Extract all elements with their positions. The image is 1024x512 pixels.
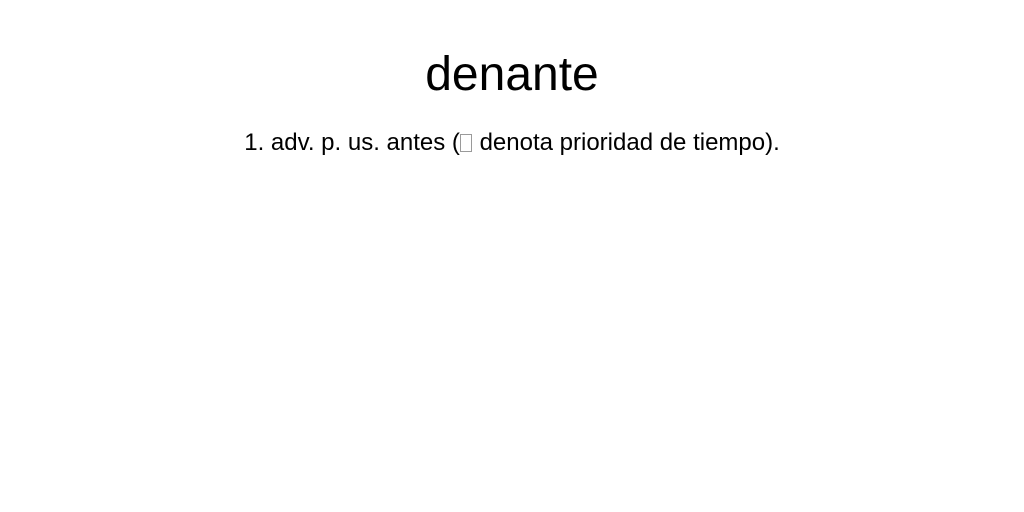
missing-glyph-icon xyxy=(460,134,472,152)
definition-text-after: denota prioridad de tiempo). xyxy=(472,129,780,156)
definition-line xyxy=(0,102,1024,157)
headword: denante xyxy=(425,48,599,101)
dictionary-entry xyxy=(0,0,1024,157)
definition-text-before: 1. adv. p. us. antes ( xyxy=(244,129,460,156)
